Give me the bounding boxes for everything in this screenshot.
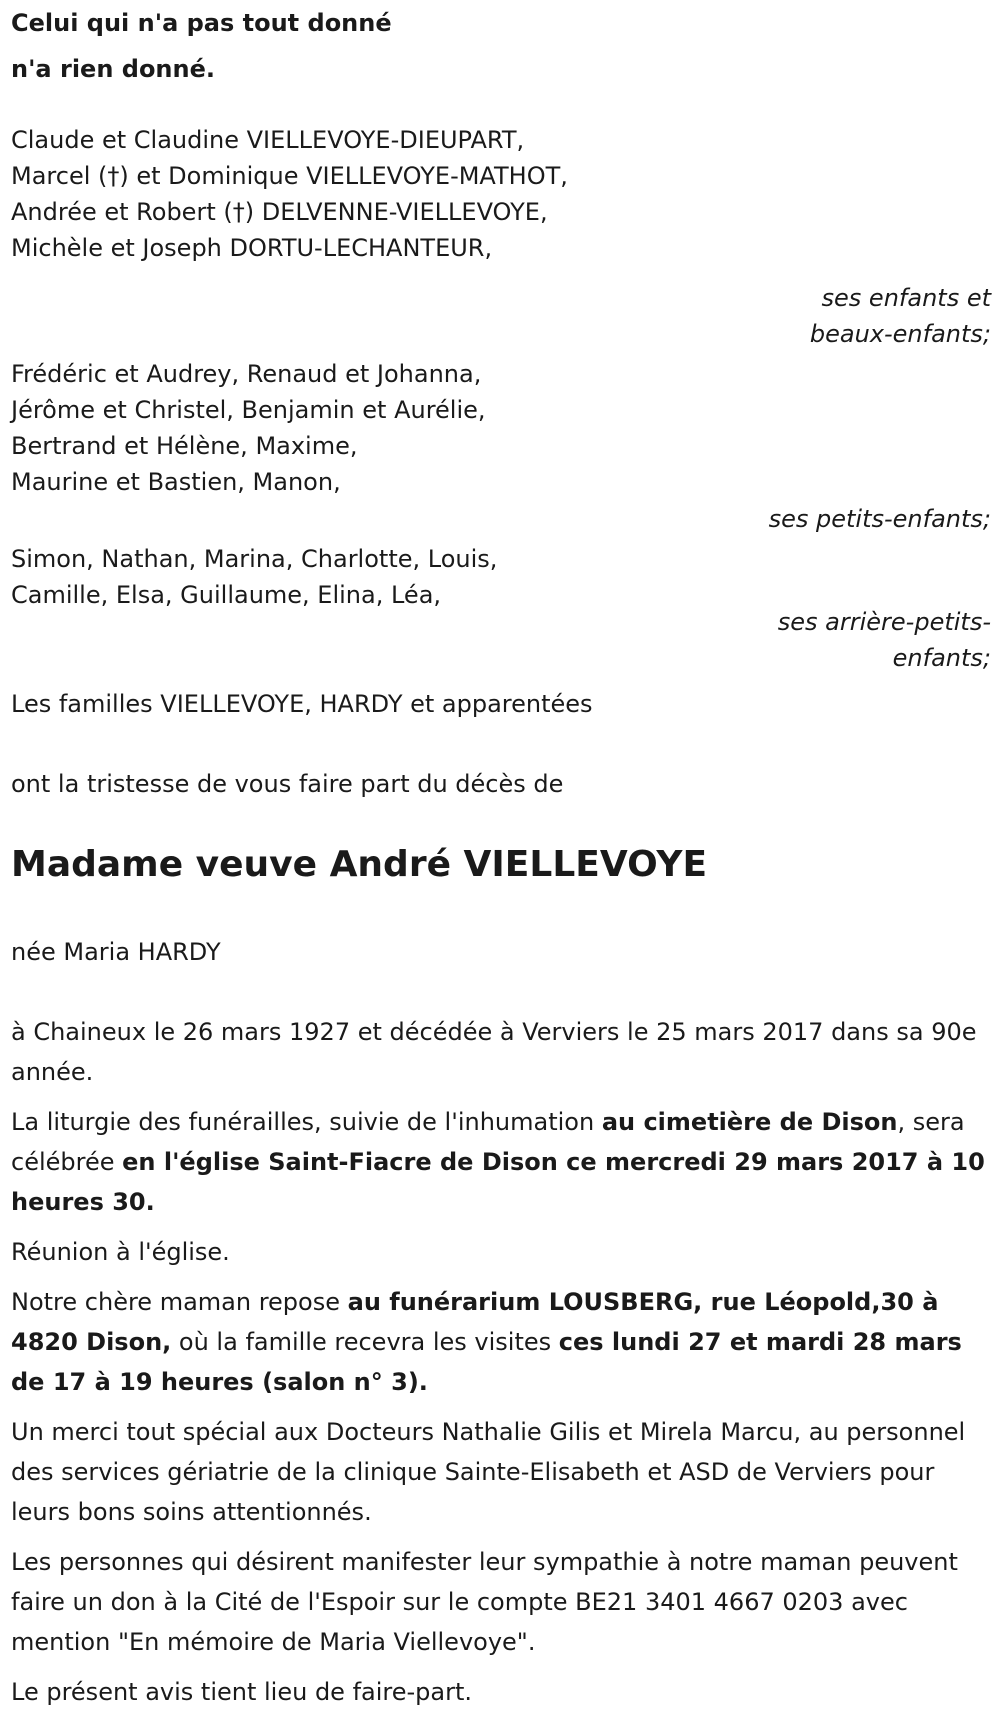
announcement-line: ont la tristesse de vous faire part du décès de (11, 770, 564, 798)
liturgy-text-1: La liturgie des funérailles, suivie de l'inhumation (11, 1108, 602, 1136)
great-grandchildren-label-line-1: ses arrière-petits- (777, 608, 991, 636)
liturgy-text-2: , sera célébrée (11, 1108, 965, 1176)
children-label-line-2: beaux-enfants; (809, 320, 991, 348)
children-label-line-1: ses enfants et (821, 284, 991, 312)
children-name: Marcel (†) et Dominique VIELLEVOYE-MATHOT, (11, 162, 568, 190)
birth-death-paragraph: à Chaineux le 26 mars 1927 et décédée à Verviers le 25 mars 2017 dans sa 90e année. (11, 1018, 977, 1086)
thanks-paragraph: Un merci tout spécial aux Docteurs Nathalie Gilis et Mirela Marcu, au personnel des services gériatrie de la clinique Sainte-Elisabeth et ASD de Verviers pour leurs bons soins attentionnés. (11, 1418, 966, 1526)
liturgy-church-date: en l'église Saint-Fiacre de Dison ce mercredi 29 mars 2017 à 10 heures 30. (11, 1148, 985, 1216)
grandchildren-name: Maurine et Bastien, Manon, (11, 468, 341, 496)
grandchildren-name: Jérôme et Christel, Benjamin et Aurélie, (11, 396, 486, 424)
repose-text-2: où la famille recevra les visites (171, 1328, 559, 1356)
grandchildren-name: Frédéric et Audrey, Renaud et Johanna, (11, 360, 482, 388)
grandchildren-label: ses petits-enfants; (768, 505, 991, 533)
donation-paragraph: Les personnes qui désirent manifester leur sympathie à notre maman peuvent faire un don à la Cité de l'Espoir sur le compte BE21 3401 4667 0203 avec mention "En mémoire de Maria Viellevoye". (11, 1548, 958, 1656)
deceased-name: Madame veuve André VIELLEVOYE (11, 844, 708, 885)
families-line: Les familles VIELLEVOYE, HARDY et apparentées (11, 690, 593, 718)
grandchildren-name: Bertrand et Hélène, Maxime, (11, 432, 358, 460)
birth-name: née Maria HARDY (11, 938, 221, 966)
great-grandchildren-label-line-2: enfants; (892, 644, 991, 672)
repose-visit-times: ces lundi 27 et mardi 28 mars de 17 à 19 heures (salon n° 3). (11, 1328, 962, 1396)
notice-paragraph: Le présent avis tient lieu de faire-part. (11, 1678, 473, 1706)
children-name: Claude et Claudine VIELLEVOYE-DIEUPART, (11, 126, 525, 154)
reunion-paragraph: Réunion à l'église. (11, 1238, 230, 1266)
quote-line-2: n'a rien donné. (11, 55, 215, 83)
children-name: Andrée et Robert (†) DELVENNE-VIELLEVOYE, (11, 198, 548, 226)
great-grandchildren-name: Simon, Nathan, Marina, Charlotte, Louis, (11, 545, 498, 573)
liturgy-paragraph (11, 1102, 991, 1222)
quote-line-1: Celui qui n'a pas tout donné (11, 9, 392, 37)
repose-paragraph (11, 1282, 991, 1402)
repose-location: au funérarium LOUSBERG, rue Léopold,30 à 4820 Dison, (11, 1288, 939, 1356)
great-grandchildren-name: Camille, Elsa, Guillaume, Elina, Léa, (11, 581, 442, 609)
liturgy-cemetery: au cimetière de Dison (601, 1108, 898, 1136)
children-name: Michèle et Joseph DORTU-LECHANTEUR, (11, 234, 493, 262)
repose-text-1: Notre chère maman repose (11, 1288, 348, 1316)
